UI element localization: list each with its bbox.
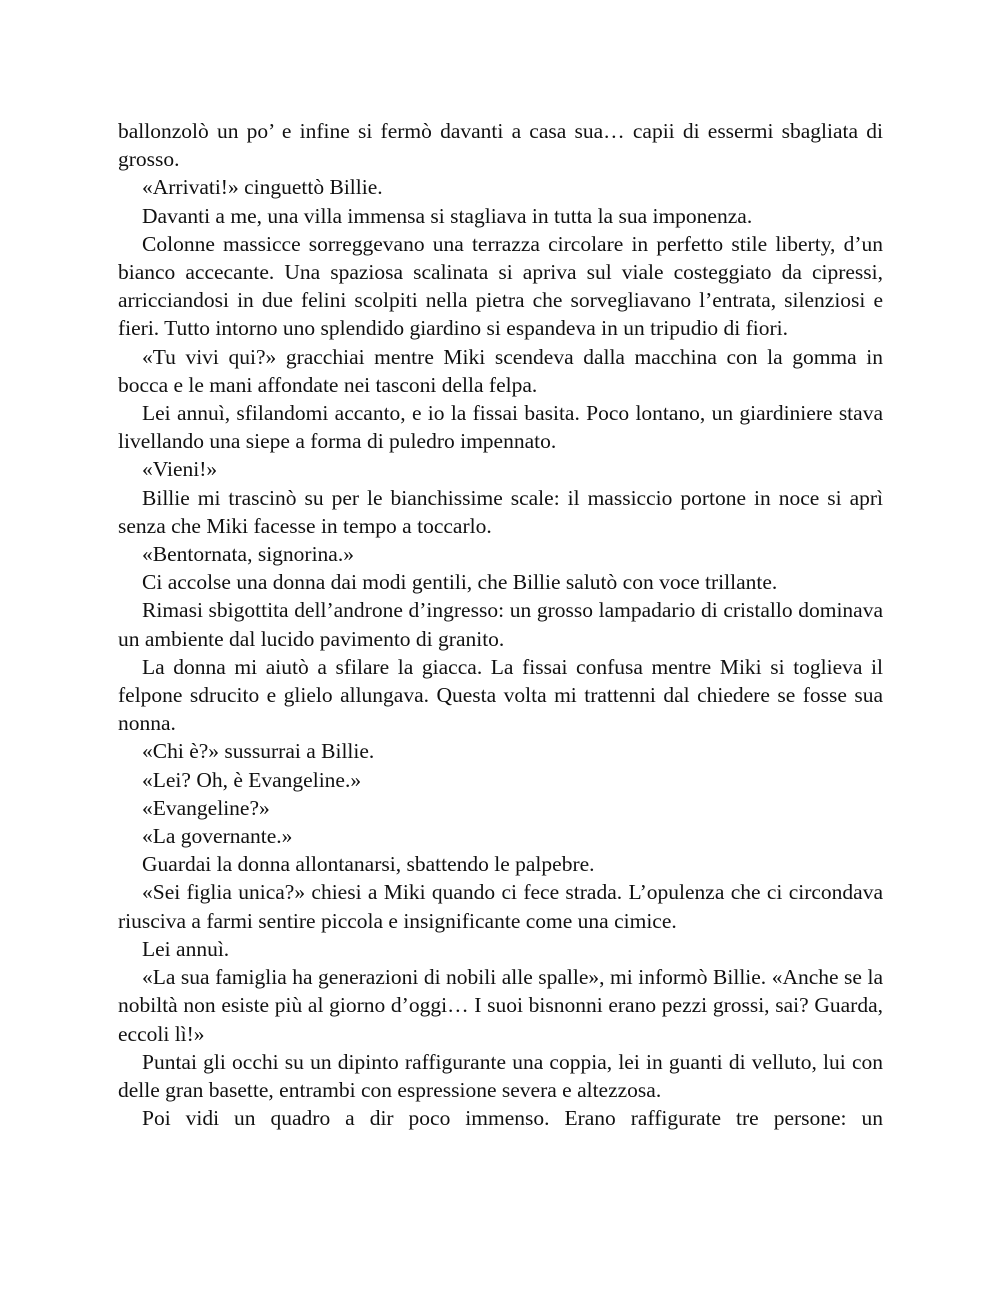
- paragraph-11: Rimasi sbigottita dell’androne d’ingresso: un grosso lampadario di cristallo dominava un ambiente dal lucido pavimento di granito.: [118, 598, 883, 651]
- paragraph-7: «Vieni!»: [142, 457, 218, 482]
- paragraph-10: Ci accolse una donna dai modi gentili, che Billie salutò con voce trillante.: [142, 570, 778, 595]
- paragraph-22: Poi vidi un quadro a dir poco immenso. Erano raffigurate tre persone: un: [142, 1106, 883, 1131]
- paragraph-5: «Tu vivi qui?» gracchiai mentre Miki scendeva dalla macchina con la gomma in bocca e le mani affondate nei tasconi della felpa.: [118, 344, 883, 397]
- paragraph-9: «Bentornata, signorina.»: [142, 542, 354, 567]
- paragraph-4: Colonne massicce sorreggevano una terrazza circolare in perfetto stile liberty, d’un bianco accecante. Una spaziosa scalinata si apriva sul viale costeggiato da cipressi, arricciandosi in due felini scolpiti nella pietra che sorvegliavano l’entrata, silenziosi e fieri. Tutto intorno uno splendido giardino si espandeva in un tripudio di fiori.: [118, 231, 883, 341]
- paragraph-15: «Evangeline?»: [142, 795, 270, 820]
- paragraph-8: Billie mi trascinò su per le bianchissime scale: il massiccio portone in noce si aprì senza che Miki facesse in tempo a toccarlo.: [118, 485, 883, 538]
- paragraph-3: Davanti a me, una villa immensa si stagliava in tutta la sua imponenza.: [142, 203, 753, 228]
- paragraph-18: «Sei figlia unica?» chiesi a Miki quando ci fece strada. L’opulenza che ci circondava riusciva a farmi sentire piccola e insignificante come una cimice.: [118, 880, 883, 933]
- paragraph-12: La donna mi aiutò a sfilare la giacca. La fissai confusa mentre Miki si toglieva il felpone sdrucito e glielo allungava. Questa volta mi trattenni dal chiedere se fosse sua nonna.: [118, 654, 883, 736]
- book-page: [118, 117, 883, 1132]
- paragraph-13: «Chi è?» sussurrai a Billie.: [142, 739, 375, 764]
- paragraph-1: ballonzolò un po’ e infine si fermò davanti a casa sua… capii di essermi sbagliata di grosso.: [118, 119, 883, 172]
- paragraph-2: «Arrivati!» cinguettò Billie.: [142, 175, 383, 200]
- paragraph-19: Lei annuì.: [142, 936, 230, 961]
- paragraph-6: Lei annuì, sfilandomi accanto, e io la fissai basita. Poco lontano, un giardiniere stava livellando una siepe a forma di puledro impennato.: [118, 401, 883, 454]
- paragraph-16: «La governante.»: [142, 824, 293, 849]
- paragraph-14: «Lei? Oh, è Evangeline.»: [142, 767, 362, 792]
- paragraph-20: «La sua famiglia ha generazioni di nobili alle spalle», mi informò Billie. «Anche se la nobiltà non esiste più al giorno d’oggi… I suoi bisnonni erano pezzi grossi, sai? Guarda, eccoli lì!»: [118, 965, 883, 1046]
- paragraph-21: Puntai gli occhi su un dipinto raffigurante una coppia, lei in guanti di velluto, lui con delle gran basette, entrambi con espressione severa e altezzosa.: [118, 1049, 883, 1102]
- paragraph-17: Guardai la donna allontanarsi, sbattendo le palpebre.: [142, 852, 595, 877]
